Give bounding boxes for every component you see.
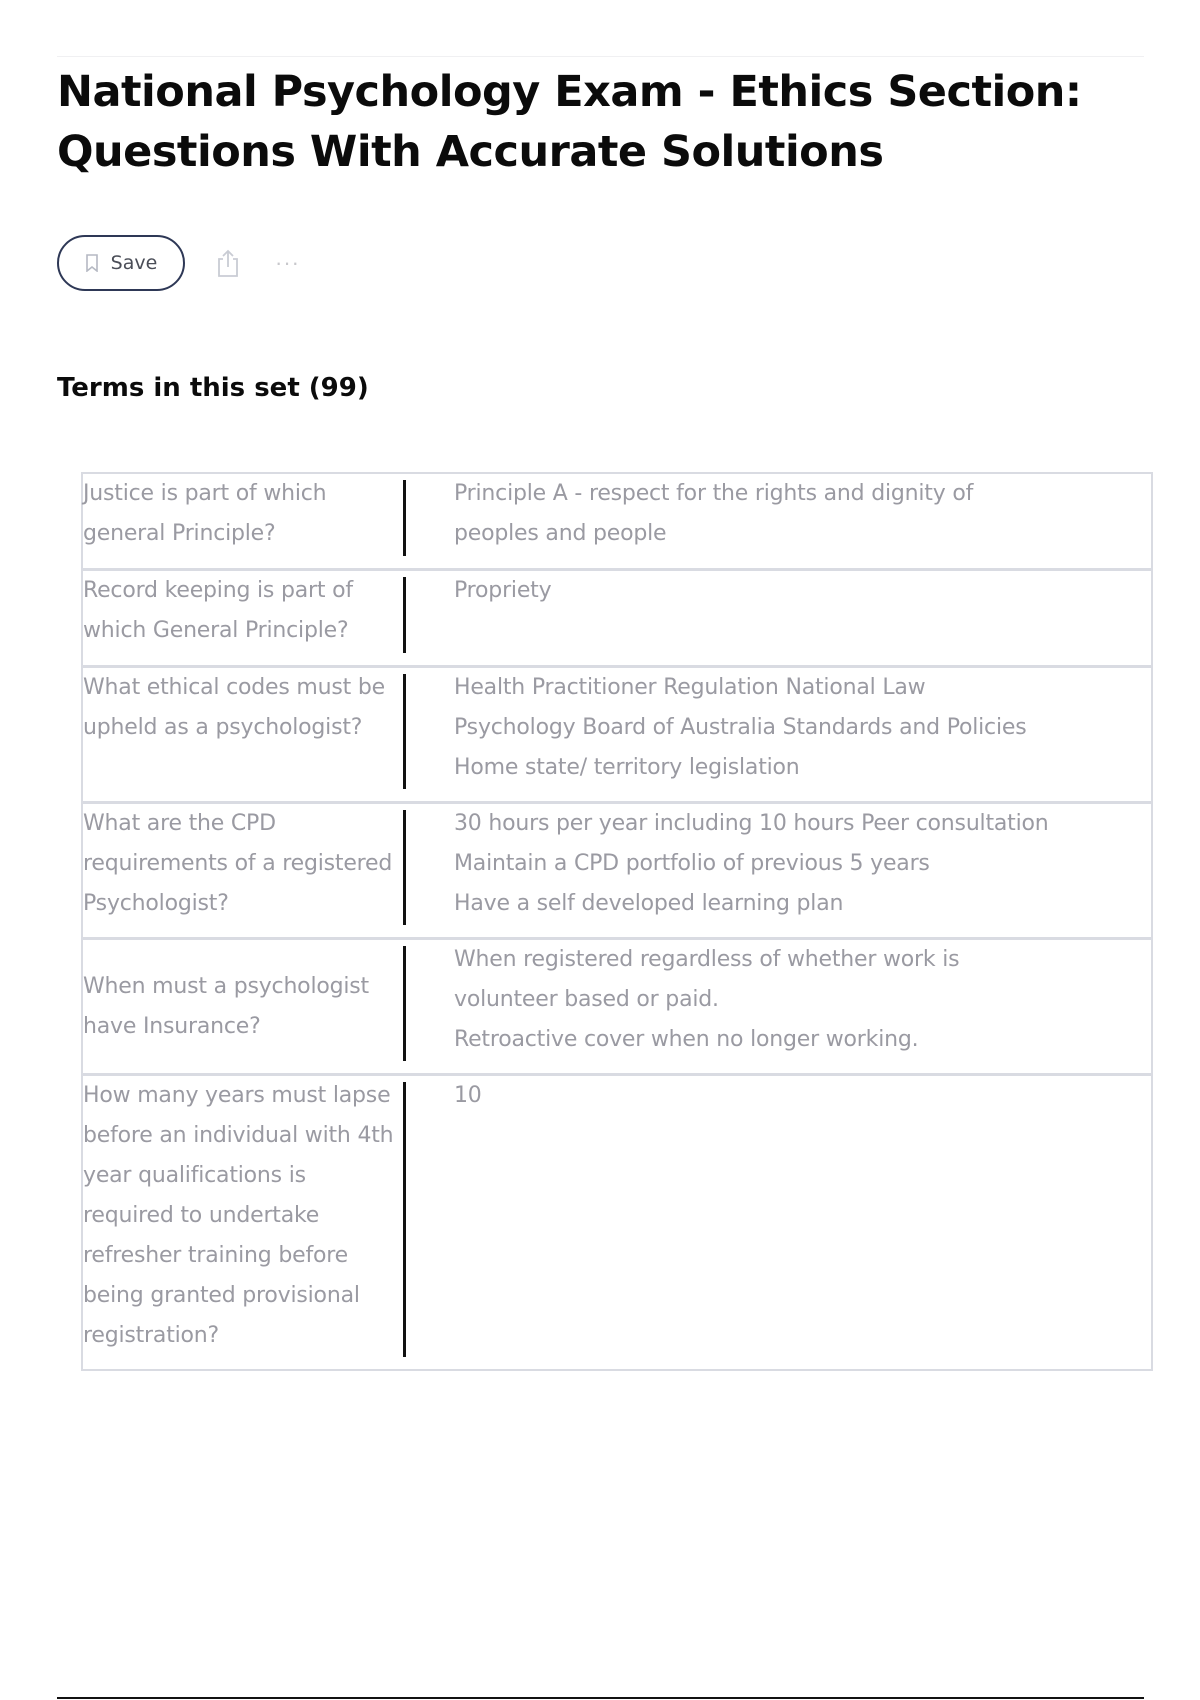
term-cell — [83, 940, 403, 1073]
definition-line: Psychology Board of Australia Standards and Policies — [454, 715, 1027, 740]
term-text: What ethical codes must be upheld as a psychologist? — [83, 675, 385, 740]
term-text: When must a psychologist have Insurance? — [83, 973, 369, 1039]
definition-line: Home state/ territory legislation — [454, 755, 800, 780]
definition-line: Principle A - respect for the rights and dignity of — [454, 481, 974, 506]
definition-cell — [406, 1076, 1151, 1369]
term-cell — [83, 668, 403, 801]
definition-line: peoples and people — [454, 521, 667, 546]
definition-line: Maintain a CPD portfolio of previous 5 years — [454, 851, 930, 876]
toolbar — [57, 233, 300, 293]
definition-cell — [406, 804, 1151, 937]
terms-table — [81, 472, 1153, 1371]
term-text: Justice is part of which general Principle? — [83, 481, 327, 546]
term-cell — [83, 474, 403, 568]
share-icon[interactable] — [215, 248, 241, 278]
definition-line: 30 hours per year including 10 hours Peer consultation — [454, 811, 1049, 836]
definition-line: Propriety — [454, 578, 552, 603]
term-row — [83, 940, 1151, 1076]
definition-cell — [406, 668, 1151, 801]
term-text: How many years must lapse before an individual with 4th year qualifications is required to undertake refresher training before being granted provisional registration? — [83, 1083, 394, 1348]
term-row — [83, 474, 1151, 571]
term-text: What are the CPD requirements of a registered Psychologist? — [83, 811, 393, 916]
term-cell — [83, 1076, 403, 1369]
definition-line: Retroactive cover when no longer working. — [454, 1027, 919, 1052]
term-text: Record keeping is part of which General Principle? — [83, 578, 353, 643]
bottom-divider — [57, 1697, 1144, 1699]
save-button-label: Save — [110, 252, 158, 274]
definition-cell — [406, 940, 1151, 1073]
page-title: National Psychology Exam - Ethics Section: Questions With Accurate Solutions — [57, 67, 1082, 177]
definition-line: 10 — [454, 1083, 482, 1108]
definition-line: When registered regardless of whether work is — [454, 947, 960, 972]
bookmark-icon — [85, 254, 99, 272]
definition-cell — [406, 571, 1151, 665]
more-icon[interactable]: ··· — [275, 250, 300, 275]
definition-line: volunteer based or paid. — [454, 987, 719, 1012]
definition-cell — [406, 474, 1151, 568]
definition-line: Health Practitioner Regulation National Law — [454, 675, 926, 700]
term-row — [83, 1076, 1151, 1369]
save-button[interactable] — [57, 235, 185, 291]
term-row — [83, 571, 1151, 668]
term-cell — [83, 804, 403, 937]
definition-line: Have a self developed learning plan — [454, 891, 844, 916]
term-row — [83, 804, 1151, 940]
term-row — [83, 668, 1151, 804]
terms-heading: Terms in this set (99) — [57, 373, 369, 403]
term-cell — [83, 571, 403, 665]
top-divider — [57, 56, 1144, 57]
